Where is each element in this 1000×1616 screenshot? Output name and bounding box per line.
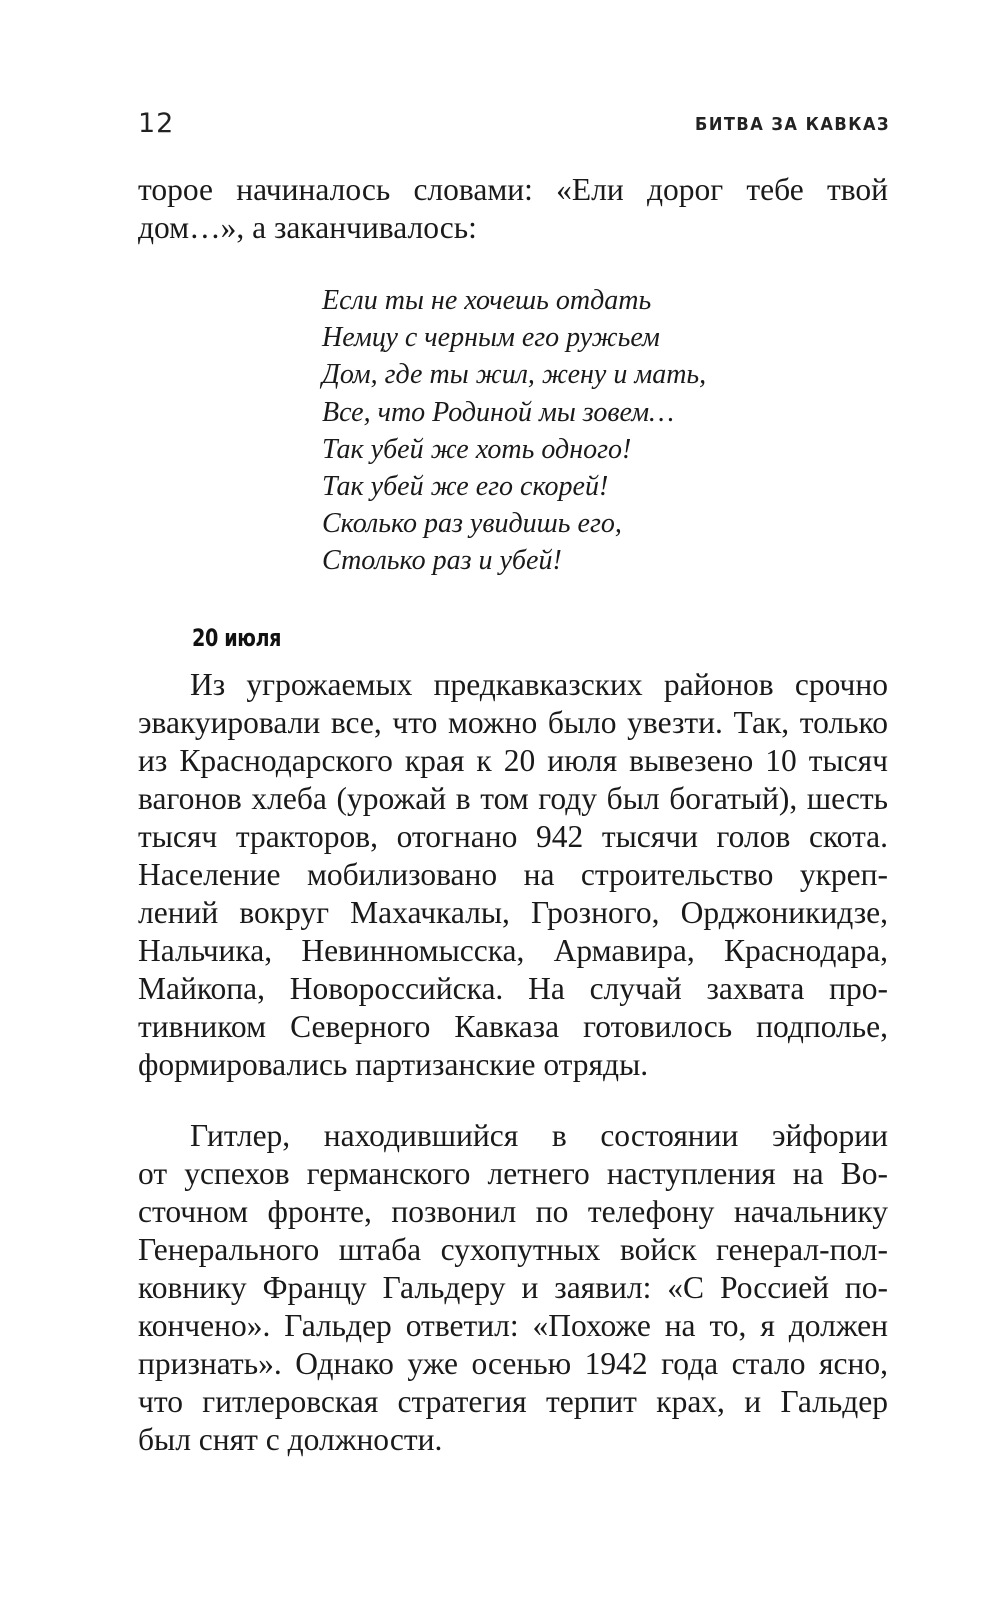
poem-block (322, 282, 706, 580)
section-heading: 20 июля (192, 624, 282, 652)
paragraph-line: был снят с должности. (138, 1422, 443, 1457)
paragraph-line: лений вокруг Махачкалы, Грозного, Орджоникидзе, (138, 895, 888, 930)
paragraph-line: Гитлер, находившийся в состоянии эйфории (190, 1118, 888, 1153)
poem-line: Так убей же его скорей! (322, 471, 609, 503)
poem-line: Так убей же хоть одного! (322, 433, 632, 465)
paragraph-line: из Краснодарского края к 20 июля вывезено 10 тысяч (138, 743, 888, 778)
paragraph-line: Из угрожаемых предкавказских районов срочно (190, 667, 888, 702)
paragraph-line: тивником Северного Кавказа готовилось подполье, (138, 1009, 888, 1044)
paragraph-line: кончено». Гальдер ответил: «Похоже на то, я должен (138, 1308, 888, 1343)
paragraph-line: сточном фронте, позвонил по телефону начальнику (138, 1194, 888, 1229)
paragraph-line: эвакуировали все, что можно было увезти. Так, только (138, 705, 888, 740)
running-header (138, 108, 890, 148)
poem-line: Сколько раз увидишь его, (322, 508, 622, 540)
intro-line: торое начиналось словами: «Ели дорог тебе твой (138, 172, 888, 207)
page-number: 12 (138, 108, 175, 139)
poem-line: Если ты не хочешь отдать (322, 285, 652, 316)
paragraph-line: вагонов хлеба (урожай в том году был богатый), шесть (138, 781, 888, 816)
paragraph-line: Нальчика, Невинномысска, Армавира, Краснодара, (138, 933, 888, 968)
paragraph-line: Генерального штаба сухопутных войск генерал-пол- (138, 1232, 888, 1267)
intro-line: дом…», а заканчивалось: (138, 210, 477, 245)
paragraph-line: формировались партизанские отряды. (138, 1047, 649, 1082)
poem-line: Столько раз и убей! (322, 545, 562, 577)
book-title: БИТВА ЗА КАВКАЗ (694, 114, 890, 135)
paragraph-line: признать». Однако уже осенью 1942 года стало ясно, (138, 1346, 888, 1381)
paragraph-line: Майкопа, Новороссийска. На случай захвата про- (138, 971, 888, 1006)
paragraph-line: тысяч тракторов, отогнано 942 тысячи голов скота. (138, 819, 888, 854)
paragraph-line: что гитлеровская стратегия терпит крах, и Гальдер (138, 1384, 888, 1419)
poem-line: Дом, где ты жил, жену и мать, (322, 359, 707, 391)
paragraph-line: ковнику Францу Гальдеру и заявил: «С Россией по- (138, 1270, 888, 1305)
paragraph-hitler (138, 1117, 888, 1459)
intro-text (138, 171, 888, 247)
poem-line: Все, что Родиной мы зовем… (322, 396, 674, 428)
paragraph-line: Население мобилизовано на строительство укреп- (138, 857, 888, 892)
paragraph-line: от успехов германского летнего наступления на Во- (138, 1156, 888, 1191)
poem-line: Немцу с черным его ружьем (322, 322, 660, 354)
paragraph-evacuation (138, 666, 888, 1084)
